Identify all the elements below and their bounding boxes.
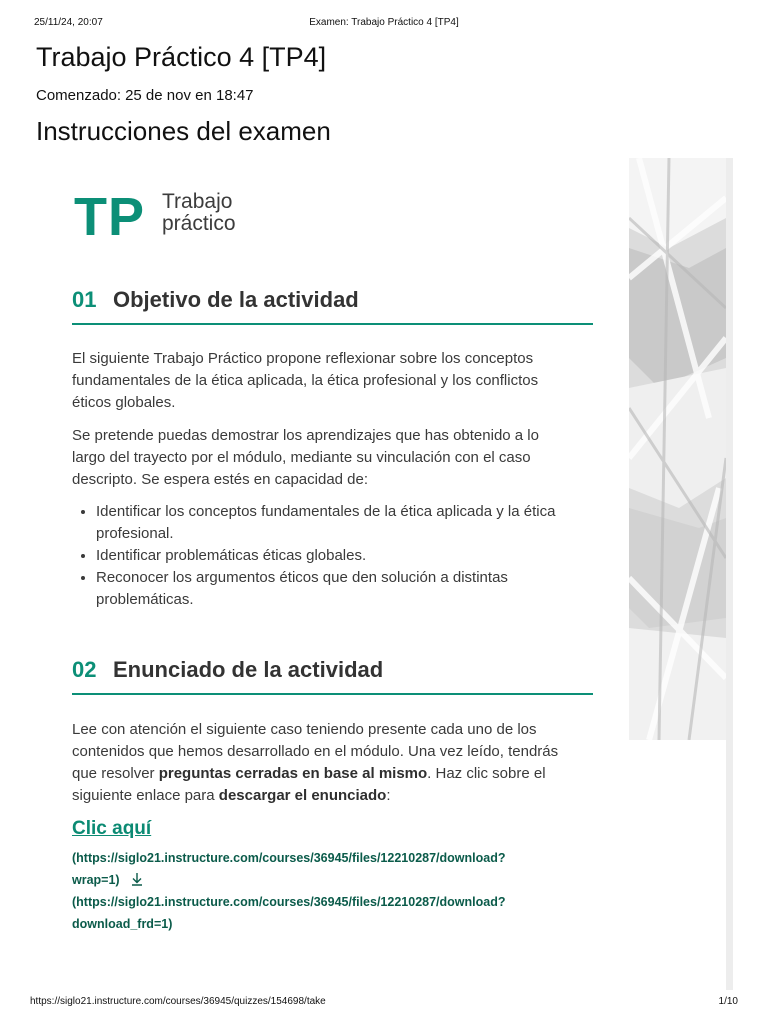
download-url-2-line1[interactable]: (https://siglo21.instructure.com/courses/36945/files/12210287/download? [72,895,506,909]
list-item: • Identificar los conceptos fundamentales de la ética aplicada y la ética profesional. [96,501,606,545]
section-1-divider [72,323,593,325]
download-icon[interactable] [129,871,145,887]
section-2-number: 02 [72,657,97,682]
print-document-title: Examen: Trabajo Práctico 4 [TP4] [309,17,459,28]
download-case-link[interactable]: Clic aquí [72,818,152,839]
download-urls [72,847,592,935]
section-2-divider [72,693,593,695]
section-1-number: 01 [72,287,97,312]
list-item: • Identificar problemáticas éticas globales. [96,545,606,567]
download-url-2-line2[interactable]: download_frd=1) [72,917,173,931]
decorative-side-image [629,158,726,740]
tp-logo-words [162,191,282,235]
section-1-paragraph-2: Se pretende puedas demostrar los aprendizajes que has obtenido a lo largo del trayecto por el módulo, mediante su vinculación con el caso descripto. Se espera estés en capacidad de: [72,427,539,488]
abstract-pattern-image [629,158,726,740]
section-2-title: Enunciado de la actividad [113,657,384,682]
print-page-number: 1/10 [718,996,738,1007]
quiz-title: Trabajo Práctico 4 [TP4] [36,42,327,72]
print-footer-url: https://siglo21.instructure.com/courses/36945/quizzes/154698/take [30,996,326,1007]
section-2-paragraph: Lee con atención el siguiente caso teniendo presente cada uno de los contenidos que hemos desarrollado en el módulo. Una vez leído, tendrás que resolver preguntas cerradas en base al mismo. Haz clic sobre el siguiente enlace para descargar el enunciado: [72,721,559,804]
objectives-list [72,501,606,611]
list-item: • Reconocer los argumentos éticos que den solución a distintas problemáticas. [96,567,606,611]
section-1-header [72,281,594,325]
started-value: 25 de nov en 18:47 [125,87,254,104]
download-url-1-line2[interactable]: wrap=1) [72,873,120,887]
tp-logo-letters: TP [74,187,146,247]
tp-logo-line1: Trabajo [162,190,233,213]
tp-logo-line2: práctico [162,212,236,235]
started-info [36,87,258,104]
download-url-1-line1[interactable]: (https://siglo21.instructure.com/courses/36945/files/12210287/download? [72,851,506,865]
section-2-header [72,651,594,695]
section-1-paragraph-1: El siguiente Trabajo Práctico propone reflexionar sobre los conceptos fundamentales de la ética aplicada, la ética profesional y los conflictos éticos globales. [72,350,539,411]
started-label: Comenzado: [36,87,122,104]
instructions-heading: Instrucciones del examen [36,116,331,146]
section-1-title: Objetivo de la actividad [113,287,359,312]
scrollbar[interactable] [726,158,733,990]
print-date: 25/11/24, 20:07 [34,17,103,28]
